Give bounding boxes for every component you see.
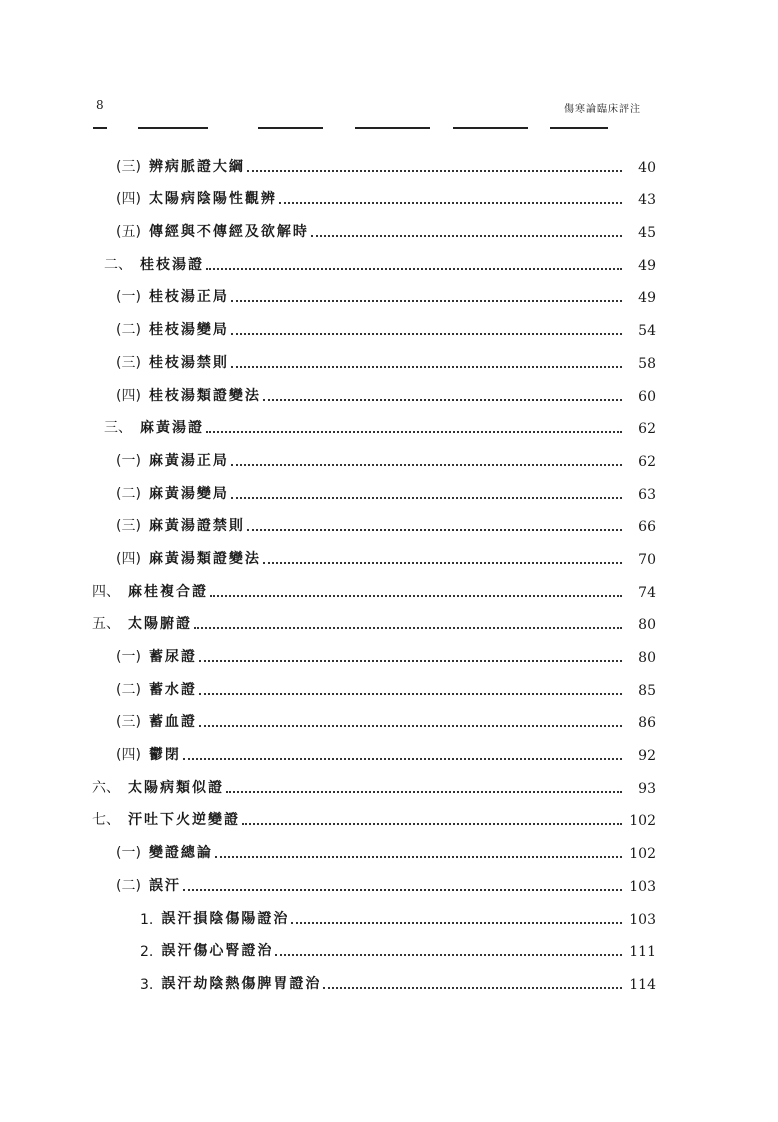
toc-entry-page: 62 — [638, 453, 656, 470]
toc-entry-number: (一) — [116, 649, 141, 665]
toc-entry-page: 70 — [638, 551, 656, 568]
dot-leader — [263, 399, 622, 401]
toc-entry-page: 92 — [638, 748, 656, 765]
toc-entry-title: 誤汗劫陰熱傷脾胃證治 — [161, 975, 322, 992]
toc-entry[interactable] — [90, 601, 656, 634]
header-rule — [138, 127, 208, 129]
toc-entry-number: 三、 — [104, 420, 132, 437]
toc-entry[interactable] — [90, 208, 656, 241]
toc-entry-title: 太陽腑證 — [128, 616, 192, 633]
toc-entry[interactable] — [90, 176, 656, 209]
toc-entry-number: (一) — [116, 452, 141, 469]
toc-entry[interactable] — [90, 143, 656, 176]
dot-leader — [275, 954, 622, 956]
toc-entry[interactable] — [90, 372, 656, 405]
toc-entry-number: 二、 — [104, 256, 132, 273]
dot-leader — [231, 366, 622, 368]
toc-entry-page: 103 — [629, 878, 656, 895]
dot-leader — [199, 693, 622, 695]
toc-entry-title: 麻黃湯類證變法 — [148, 550, 261, 567]
dot-leader — [194, 627, 622, 629]
header-rule — [550, 127, 608, 129]
dot-leader — [311, 235, 622, 237]
dot-leader — [183, 758, 622, 760]
toc-entry-number: 六、 — [92, 779, 120, 796]
toc-entry-page: 102 — [629, 846, 656, 863]
toc-entry-page: 74 — [638, 584, 656, 601]
toc-entry[interactable] — [90, 306, 656, 339]
toc-entry-title: 桂枝湯變局 — [148, 322, 229, 339]
dot-leader — [263, 562, 622, 564]
header-rule — [355, 127, 430, 129]
dot-leader — [206, 268, 622, 270]
toc-entry[interactable] — [90, 470, 656, 503]
toc-entry[interactable] — [90, 535, 656, 568]
toc-entry-number: (二) — [116, 322, 141, 339]
toc-entry-page: 85 — [638, 682, 656, 699]
toc-entry-number: 五、 — [92, 616, 120, 633]
toc-entry-title: 蓄尿證 — [148, 649, 197, 665]
dot-leader — [247, 170, 622, 172]
toc-entry-title: 辨病脈證大綱 — [148, 158, 245, 175]
toc-entry-title: 太陽病類似證 — [128, 779, 224, 796]
toc-entry[interactable] — [90, 241, 656, 274]
dot-leader — [231, 333, 622, 335]
dot-leader — [215, 856, 622, 858]
dot-leader — [323, 987, 622, 989]
toc-entry[interactable] — [90, 405, 656, 438]
toc-entry[interactable] — [90, 699, 656, 732]
dot-leader — [210, 595, 622, 597]
toc-entry-number: 3. — [140, 976, 154, 993]
toc-entry-title: 麻黃湯變局 — [148, 485, 229, 502]
toc-entry-title: 桂枝湯正局 — [148, 289, 229, 306]
toc-entry-number: (四) — [116, 387, 141, 404]
toc-entry-title: 麻黃湯證禁則 — [148, 518, 245, 535]
toc-entry-number: (二) — [116, 485, 141, 502]
toc-entry-title: 蓄血證 — [148, 714, 197, 731]
dot-leader — [231, 300, 622, 302]
dot-leader — [279, 202, 622, 204]
dot-leader — [206, 431, 622, 433]
toc-entry[interactable] — [90, 633, 656, 666]
toc-entry-number: (三) — [116, 714, 141, 731]
toc-entry-page: 45 — [638, 225, 656, 242]
toc-entry[interactable] — [90, 862, 656, 895]
toc-entry-title: 太陽病陰陽性觀辨 — [148, 191, 277, 208]
toc-entry[interactable] — [90, 895, 656, 928]
running-title: 傷寒論臨床評注 — [564, 104, 641, 115]
toc-entry[interactable] — [90, 797, 656, 830]
header-rule — [93, 127, 107, 129]
toc-entry-page: 63 — [638, 486, 656, 503]
toc-entry-number: (四) — [116, 550, 141, 567]
toc-entry-page: 49 — [638, 290, 656, 307]
toc-entry-number: 2. — [140, 944, 154, 961]
toc-entry[interactable] — [90, 731, 656, 764]
toc-entry-page: 43 — [638, 192, 656, 209]
toc-entry-number: (一) — [116, 845, 141, 862]
dot-leader — [231, 497, 622, 499]
toc-entry-title: 麻桂複合證 — [128, 583, 208, 600]
toc-entry-number: (二) — [116, 681, 141, 698]
toc-entry-page: 86 — [638, 715, 656, 732]
toc-entry-page: 80 — [638, 650, 656, 666]
page-number: 8 — [96, 98, 104, 112]
toc-entry-number: (三) — [116, 518, 141, 535]
toc-entry-title: 鬱閉 — [148, 747, 181, 764]
toc-entry-number: (四) — [116, 747, 141, 764]
toc-entry-number: (五) — [116, 224, 141, 241]
header-rule — [453, 127, 528, 129]
toc-entry-page: 49 — [638, 257, 656, 274]
toc-entry-title: 變證總論 — [148, 845, 213, 862]
toc-entry-page: 111 — [629, 944, 656, 961]
page-header — [93, 96, 655, 130]
toc-entry-title: 汗吐下火逆變證 — [128, 812, 240, 829]
toc-entry-number: (一) — [116, 289, 141, 306]
toc-entry-title: 桂枝湯證 — [140, 256, 204, 273]
dot-leader — [242, 823, 622, 825]
dot-leader — [199, 660, 622, 662]
toc-entry[interactable] — [90, 437, 656, 470]
toc-entry-page: 60 — [638, 388, 656, 405]
toc-entry[interactable] — [90, 764, 656, 797]
toc-entry-title: 誤汗 — [148, 877, 181, 894]
toc-entry-title: 桂枝湯類證變法 — [148, 387, 261, 404]
toc-entry-page: 66 — [638, 519, 656, 536]
toc-entry-page: 62 — [638, 421, 656, 438]
toc-entry-number: (三) — [116, 354, 141, 371]
dot-leader — [183, 889, 622, 891]
dot-leader — [226, 791, 622, 793]
toc-entry[interactable] — [90, 960, 656, 993]
toc-entry-title: 誤汗傷心腎證治 — [161, 943, 274, 960]
toc-entry-page: 102 — [629, 813, 656, 830]
dot-leader — [291, 922, 622, 924]
toc-entry[interactable] — [90, 274, 656, 307]
toc-entry[interactable] — [90, 339, 656, 372]
toc-entry-title: 麻黃湯證 — [140, 420, 204, 437]
header-rule — [258, 127, 323, 129]
toc-entry-number: (三) — [116, 158, 141, 175]
toc-entry-page: 40 — [638, 159, 656, 176]
toc-entry[interactable] — [90, 928, 656, 961]
toc-entry-page: 93 — [638, 780, 656, 797]
toc-entry-title: 誤汗損陰傷陽證治 — [161, 910, 290, 927]
toc-entry-page: 58 — [638, 355, 656, 372]
toc-entry-title: 傳經與不傳經及欲解時 — [148, 224, 309, 241]
toc-entry-page: 54 — [638, 323, 656, 340]
dot-leader — [231, 464, 622, 466]
toc-entry-title: 蓄水證 — [148, 681, 197, 698]
toc-entry-number: 四、 — [92, 583, 120, 600]
table-of-contents — [90, 143, 656, 993]
toc-entry-number: 1. — [140, 911, 154, 928]
toc-entry-page: 80 — [638, 617, 656, 634]
toc-entry-page: 114 — [629, 976, 656, 993]
toc-entry[interactable] — [90, 568, 656, 601]
dot-leader — [247, 529, 622, 531]
toc-entry[interactable] — [90, 503, 656, 536]
toc-entry[interactable] — [90, 666, 656, 699]
toc-entry-title: 麻黃湯正局 — [148, 452, 229, 469]
toc-entry-number: (二) — [116, 877, 141, 894]
toc-entry-number: 七、 — [92, 812, 120, 829]
dot-leader — [199, 725, 622, 727]
toc-entry-number: (四) — [116, 191, 141, 208]
toc-entry-title: 桂枝湯禁則 — [148, 354, 229, 371]
toc-entry-page: 103 — [629, 911, 656, 928]
toc-entry[interactable] — [90, 829, 656, 862]
